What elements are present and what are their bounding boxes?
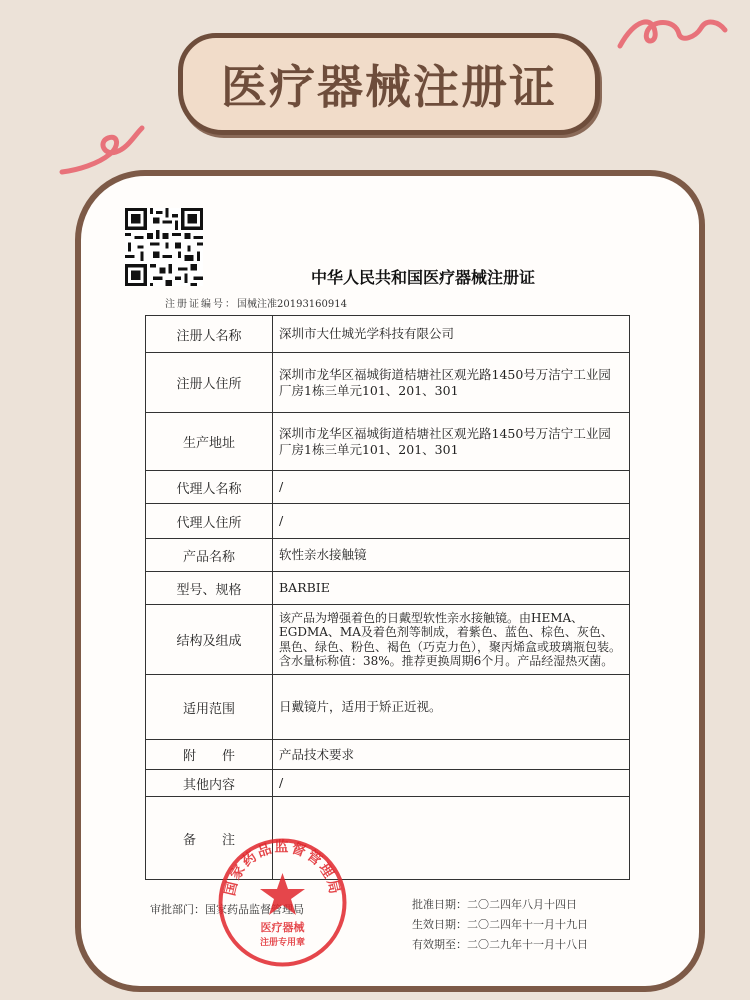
row-value: BARBIE — [273, 572, 630, 605]
row-label: 代理人名称 — [146, 471, 273, 504]
table-row — [146, 675, 630, 740]
table-row — [146, 740, 630, 770]
row-value: 产品技术要求 — [273, 740, 630, 770]
row-value: / — [273, 504, 630, 539]
row-label: 代理人住所 — [146, 504, 273, 539]
table-row — [146, 605, 630, 675]
row-label: 产品名称 — [146, 539, 273, 572]
registration-number-label: 注册证编号： — [165, 299, 237, 310]
row-value: / — [273, 770, 630, 797]
table-row — [146, 770, 630, 797]
row-label: 结构及组成 — [146, 605, 273, 675]
table-row — [146, 471, 630, 504]
qr-code — [125, 208, 203, 286]
effective-date: 生效日期：二〇二四年十一月十九日 — [412, 918, 588, 931]
row-label: 注册人名称 — [146, 316, 273, 353]
seal-inner-line2: 注册专用章 — [259, 938, 306, 948]
row-value: 软性亲水接触镜 — [273, 539, 630, 572]
row-label: 适用范围 — [146, 675, 273, 740]
swirl-decoration-top-right — [615, 8, 735, 58]
row-value: 深圳市龙华区福城街道桔塘社区观光路1450号万洁宁工业园厂房1栋三单元101、201、301 — [273, 413, 630, 471]
row-value: 深圳市龙华区福城街道桔塘社区观光路1450号万洁宁工业园厂房1栋三单元101、201、301 — [273, 353, 630, 413]
certificate-table — [145, 315, 630, 880]
row-value: 该产品为增强着色的日戴型软性亲水接触镜。由HEMA、EGDMA、MA及着色剂等制成，着紫色、蓝色、棕色、灰色、黑色、绿色、粉色、褐色（巧克力色），聚丙烯盒或玻璃瓶包装。含水量标称值：38%。推荐更换周期6个月。产品经湿热灭菌。 — [273, 605, 630, 675]
row-value: 深圳市大仕城光学科技有限公司 — [273, 316, 630, 353]
table-row — [146, 572, 630, 605]
table-row — [146, 539, 630, 572]
star-icon — [260, 873, 305, 915]
certificate-document — [105, 195, 665, 975]
expiry-date: 有效期至：二〇二九年十一月十八日 — [412, 938, 588, 951]
certificate-title: 中华人民共和国医疗器械注册证 — [310, 268, 535, 287]
table-row — [146, 504, 630, 539]
registration-number — [165, 295, 347, 310]
approval-department-value: 国家药品监督管理局 — [205, 903, 304, 916]
seal-inner-line1: 医疗器械 — [260, 921, 305, 934]
page-banner — [178, 33, 600, 135]
registration-number-value: 国械注准20193160914 — [237, 299, 347, 310]
row-value: / — [273, 471, 630, 504]
row-value: 日戴镜片，适用于矫正近视。 — [273, 675, 630, 740]
table-row — [146, 316, 630, 353]
banner-title: 医疗器械注册证 — [221, 60, 557, 114]
table-row — [146, 413, 630, 471]
official-seal — [215, 835, 350, 970]
table-row — [146, 353, 630, 413]
row-label: 型号、规格 — [146, 572, 273, 605]
row-label: 备 注 — [146, 797, 273, 880]
approval-date: 批准日期：二〇二四年八月十四日 — [412, 898, 577, 911]
row-label: 附 件 — [146, 740, 273, 770]
row-label: 生产地址 — [146, 413, 273, 471]
row-label: 其他内容 — [146, 770, 273, 797]
seal-outer-text: 国家药品监督管理局 — [222, 839, 343, 898]
row-label: 注册人住所 — [146, 353, 273, 413]
approval-department-label: 审批部门： — [150, 903, 205, 916]
